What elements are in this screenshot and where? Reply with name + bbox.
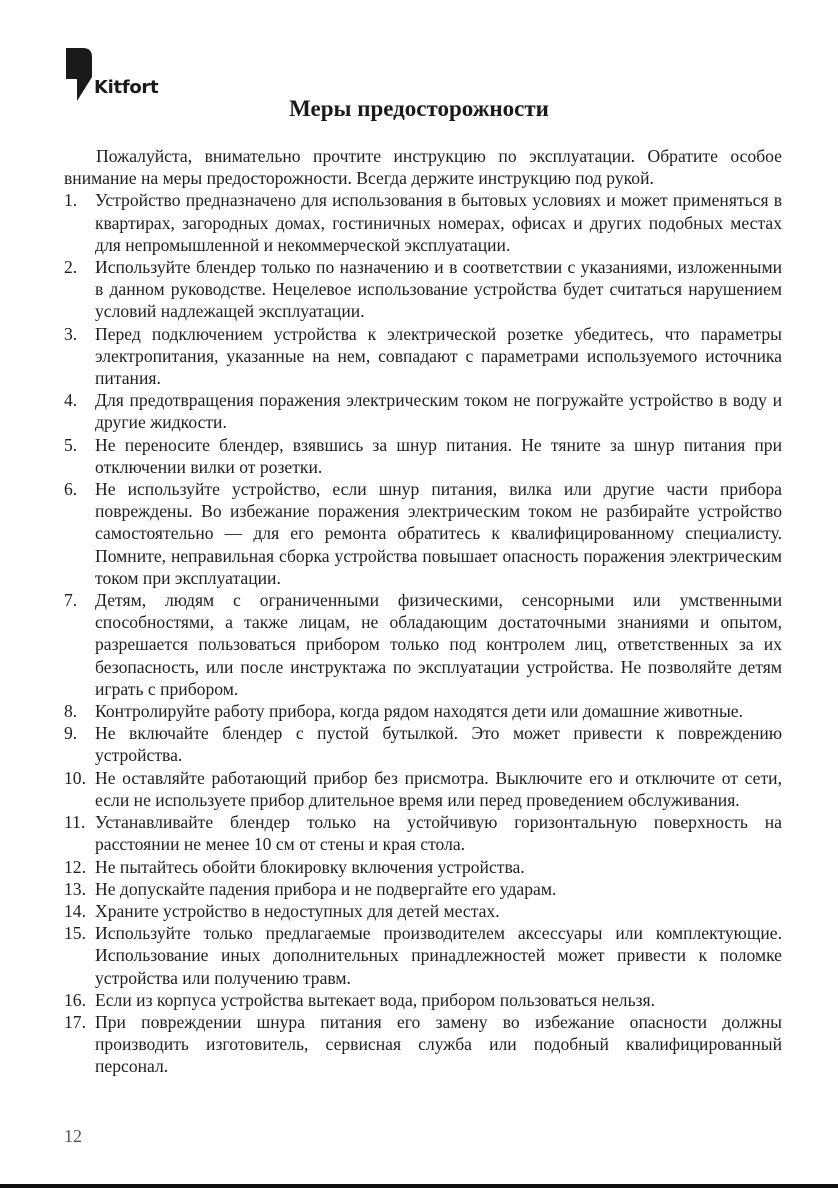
list-item-text: Не пытайтесь обойти блокировку включения устройства.: [95, 856, 525, 877]
list-item-text: Не оставляйте работающий прибор без присмотра. Выключите его и отключите от сети, если не используете прибор длительное время или перед проведением обслуживания.: [95, 767, 782, 810]
list-item-text: Не допускайте падения прибора и не подвергайте его ударам.: [95, 878, 557, 899]
document-body: [64, 145, 782, 1078]
list-item: [64, 589, 782, 700]
list-item-number: 4.: [64, 390, 78, 411]
page-number: 12: [64, 1126, 82, 1146]
list-item-number: 10.: [64, 767, 86, 788]
list-item-text: Контролируйте работу прибора, когда рядом находятся дети или домашние животные.: [95, 701, 743, 722]
list-item-number: 16.: [64, 989, 86, 1010]
list-item-number: 14.: [64, 900, 86, 921]
list-item-text: Устройство предназначено для использования в бытовых условиях и может применяться в квартирах, загородных домах, гостиничных номерах, офисах и других подобных местах для непромышленной и некоммерческой эксплуатации.: [95, 190, 782, 255]
list-item-text: Если из корпуса устройства вытекает вода, прибором пользоваться нельзя.: [95, 989, 656, 1010]
list-item: [64, 767, 782, 811]
list-item-text: Не переносите блендер, взявшись за шнур питания. Не тяните за шнур питания при отключении вилки от розетки.: [95, 434, 782, 477]
list-item: [64, 434, 782, 478]
list-item-number: 3.: [64, 323, 78, 344]
list-item-number: 11.: [64, 812, 86, 833]
page-title: Меры предосторожности: [289, 96, 549, 121]
list-item-number: 13.: [64, 878, 86, 899]
list-item: [64, 1011, 782, 1078]
list-item-text: Храните устройство в недоступных для детей местах.: [95, 900, 500, 921]
kitfort-logo-icon: [64, 46, 94, 102]
list-item: [64, 478, 782, 589]
intro-paragraph: Пожалуйста, внимательно прочтите инструкцию по эксплуатации. Обратите особое внимание на меры предосторожности. Всегда держите инструкцию под рукой.: [64, 146, 782, 189]
list-item-text: Для предотвращения поражения электрическим током не погружайте устройство в воду и другие жидкости.: [95, 390, 782, 433]
list-item: [64, 722, 782, 766]
list-item: [64, 856, 782, 878]
list-item-number: 12.: [64, 856, 86, 877]
list-item-number: 7.: [64, 590, 78, 611]
list-item-text: При повреждении шнура питания его замену во избежание опасности должны производить изготовитель, сервисная служба или подобный квалифицированный персонал.: [95, 1011, 782, 1077]
list-item: [64, 256, 782, 323]
list-item-number: 8.: [64, 701, 78, 722]
list-item-number: 17.: [64, 1011, 86, 1032]
list-item: [64, 878, 782, 900]
list-item: [64, 900, 782, 922]
list-item-number: 15.: [64, 923, 86, 944]
list-item: [64, 389, 782, 433]
list-item: [64, 811, 782, 855]
list-item-number: 6.: [64, 479, 78, 500]
list-item-number: 2.: [64, 257, 78, 278]
list-item-number: 5.: [64, 434, 78, 455]
bottom-divider: [0, 1184, 838, 1188]
precautions-list: [64, 189, 782, 1077]
list-item: [64, 323, 782, 390]
list-item-text: Используйте блендер только по назначению и в соответствии с указаниями, изложенными в данном руководстве. Нецелевое использование устройства будет считаться нарушением условий надлежащей эксплуатации.: [95, 257, 782, 322]
list-item: [64, 700, 782, 722]
list-item-number: 1.: [64, 190, 78, 211]
list-item-text: Детям, людям с ограниченными физическими, сенсорными или умственными способностями, а также лицам, не обладающим достаточными знаниями и опытом, разрешается пользоваться прибором только под контролем лиц, ответственных за их безопасность, или после инструктажа по эксплуатации устройства. Не позволяйте детям играть с прибором.: [95, 590, 782, 699]
list-item: [64, 989, 782, 1011]
list-item: [64, 922, 782, 989]
brand-name: Kitfort: [94, 77, 159, 98]
list-item: [64, 189, 782, 256]
list-item-text: Перед подключением устройства к электрической розетке убедитесь, что параметры электропитания, указанные на нем, совпадают с параметрами используемого источника питания.: [95, 323, 782, 389]
list-item-text: Не используйте устройство, если шнур питания, вилка или другие части прибора повреждены. Во избежание поражения электрическим током не разбирайте устройство самостоятельно — для его ремонта обратитесь к квалифицированному специалисту. Помните, неправильная сборка устройства повышает опасность поражения электрическим током при эксплуатации.: [95, 479, 782, 588]
list-item-number: 9.: [64, 723, 78, 744]
list-item-text: Устанавливайте блендер только на устойчивую горизонтальную поверхность на расстоянии не менее 10 см от стены и края стола.: [95, 812, 782, 855]
list-item-text: Используйте только предлагаемые производителем аксессуары или комплектующие. Использование иных дополнительных принадлежностей может привести к поломке устройства или получению травм.: [95, 923, 782, 988]
list-item-text: Не включайте блендер с пустой бутылкой. Это может привести к повреждению устройства.: [95, 723, 782, 766]
